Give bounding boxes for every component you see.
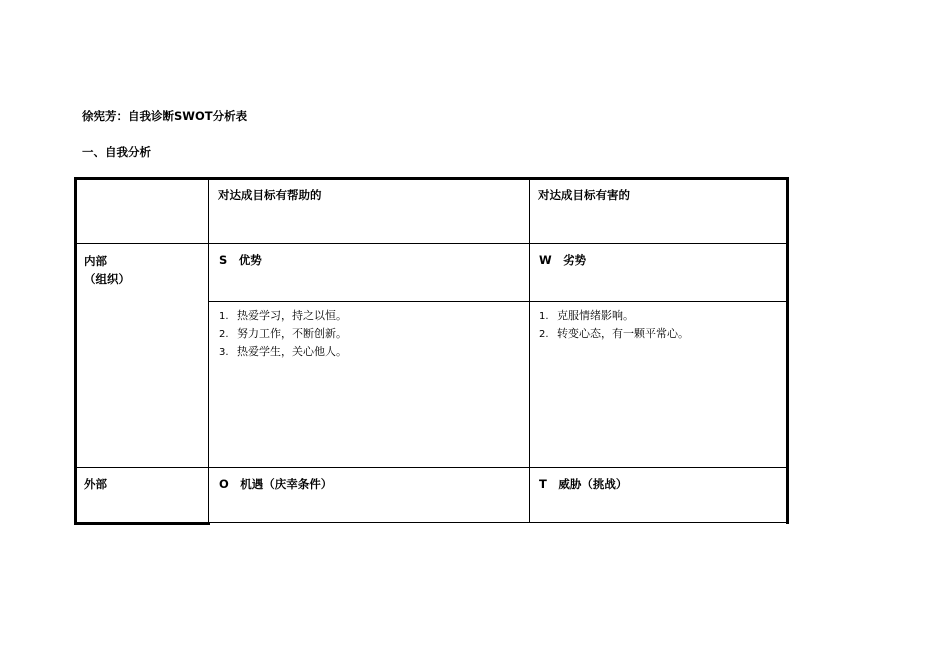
list-item: 2. 努力工作，不断创新。	[219, 327, 347, 340]
list-item: 1. 克服情绪影响。	[539, 309, 634, 322]
column-divider	[208, 179, 209, 525]
strength-text: 热爱学生，关心他人。	[237, 345, 347, 358]
weakness-text: 克服情绪影响。	[557, 309, 634, 322]
row-divider	[74, 467, 788, 468]
strengths-heading: S 优势	[219, 253, 262, 267]
opportunities-heading: O 机遇（庆幸条件）	[219, 477, 333, 491]
row-label-internal-line1: 内部	[84, 254, 107, 268]
column-divider	[529, 179, 530, 522]
header-helpful: 对达成目标有帮助的	[218, 188, 322, 202]
strengths-list	[219, 307, 347, 361]
threats-heading: T 威胁（挑战）	[539, 477, 628, 491]
weaknesses-list	[539, 307, 689, 343]
strength-text: 热爱学习，持之以恒。	[237, 309, 347, 322]
row-divider	[208, 301, 788, 302]
row-label-external: 外部	[84, 477, 107, 491]
list-item: 1. 热爱学习，持之以恒。	[219, 309, 347, 322]
header-harmful: 对达成目标有害的	[538, 188, 630, 202]
strength-text: 努力工作，不断创新。	[237, 327, 347, 340]
weaknesses-heading: W 劣势	[539, 253, 587, 267]
table-border-right	[786, 177, 789, 524]
list-item: 3. 热爱学生，关心他人。	[219, 345, 347, 358]
row-divider	[74, 243, 788, 244]
document-title: 徐宪芳：自我诊断SWOT分析表	[82, 109, 248, 123]
table-border-left	[74, 177, 77, 525]
table-border-bottom	[74, 522, 210, 525]
weakness-text: 转变心态，有一颗平常心。	[557, 327, 689, 340]
row-label-internal-line2: （组织）	[84, 272, 130, 286]
section-heading: 一、自我分析	[82, 145, 151, 159]
row-label-internal	[84, 252, 130, 288]
row-divider	[210, 522, 788, 523]
list-item: 2. 转变心态，有一颗平常心。	[539, 327, 689, 340]
table-border-top	[74, 177, 789, 180]
